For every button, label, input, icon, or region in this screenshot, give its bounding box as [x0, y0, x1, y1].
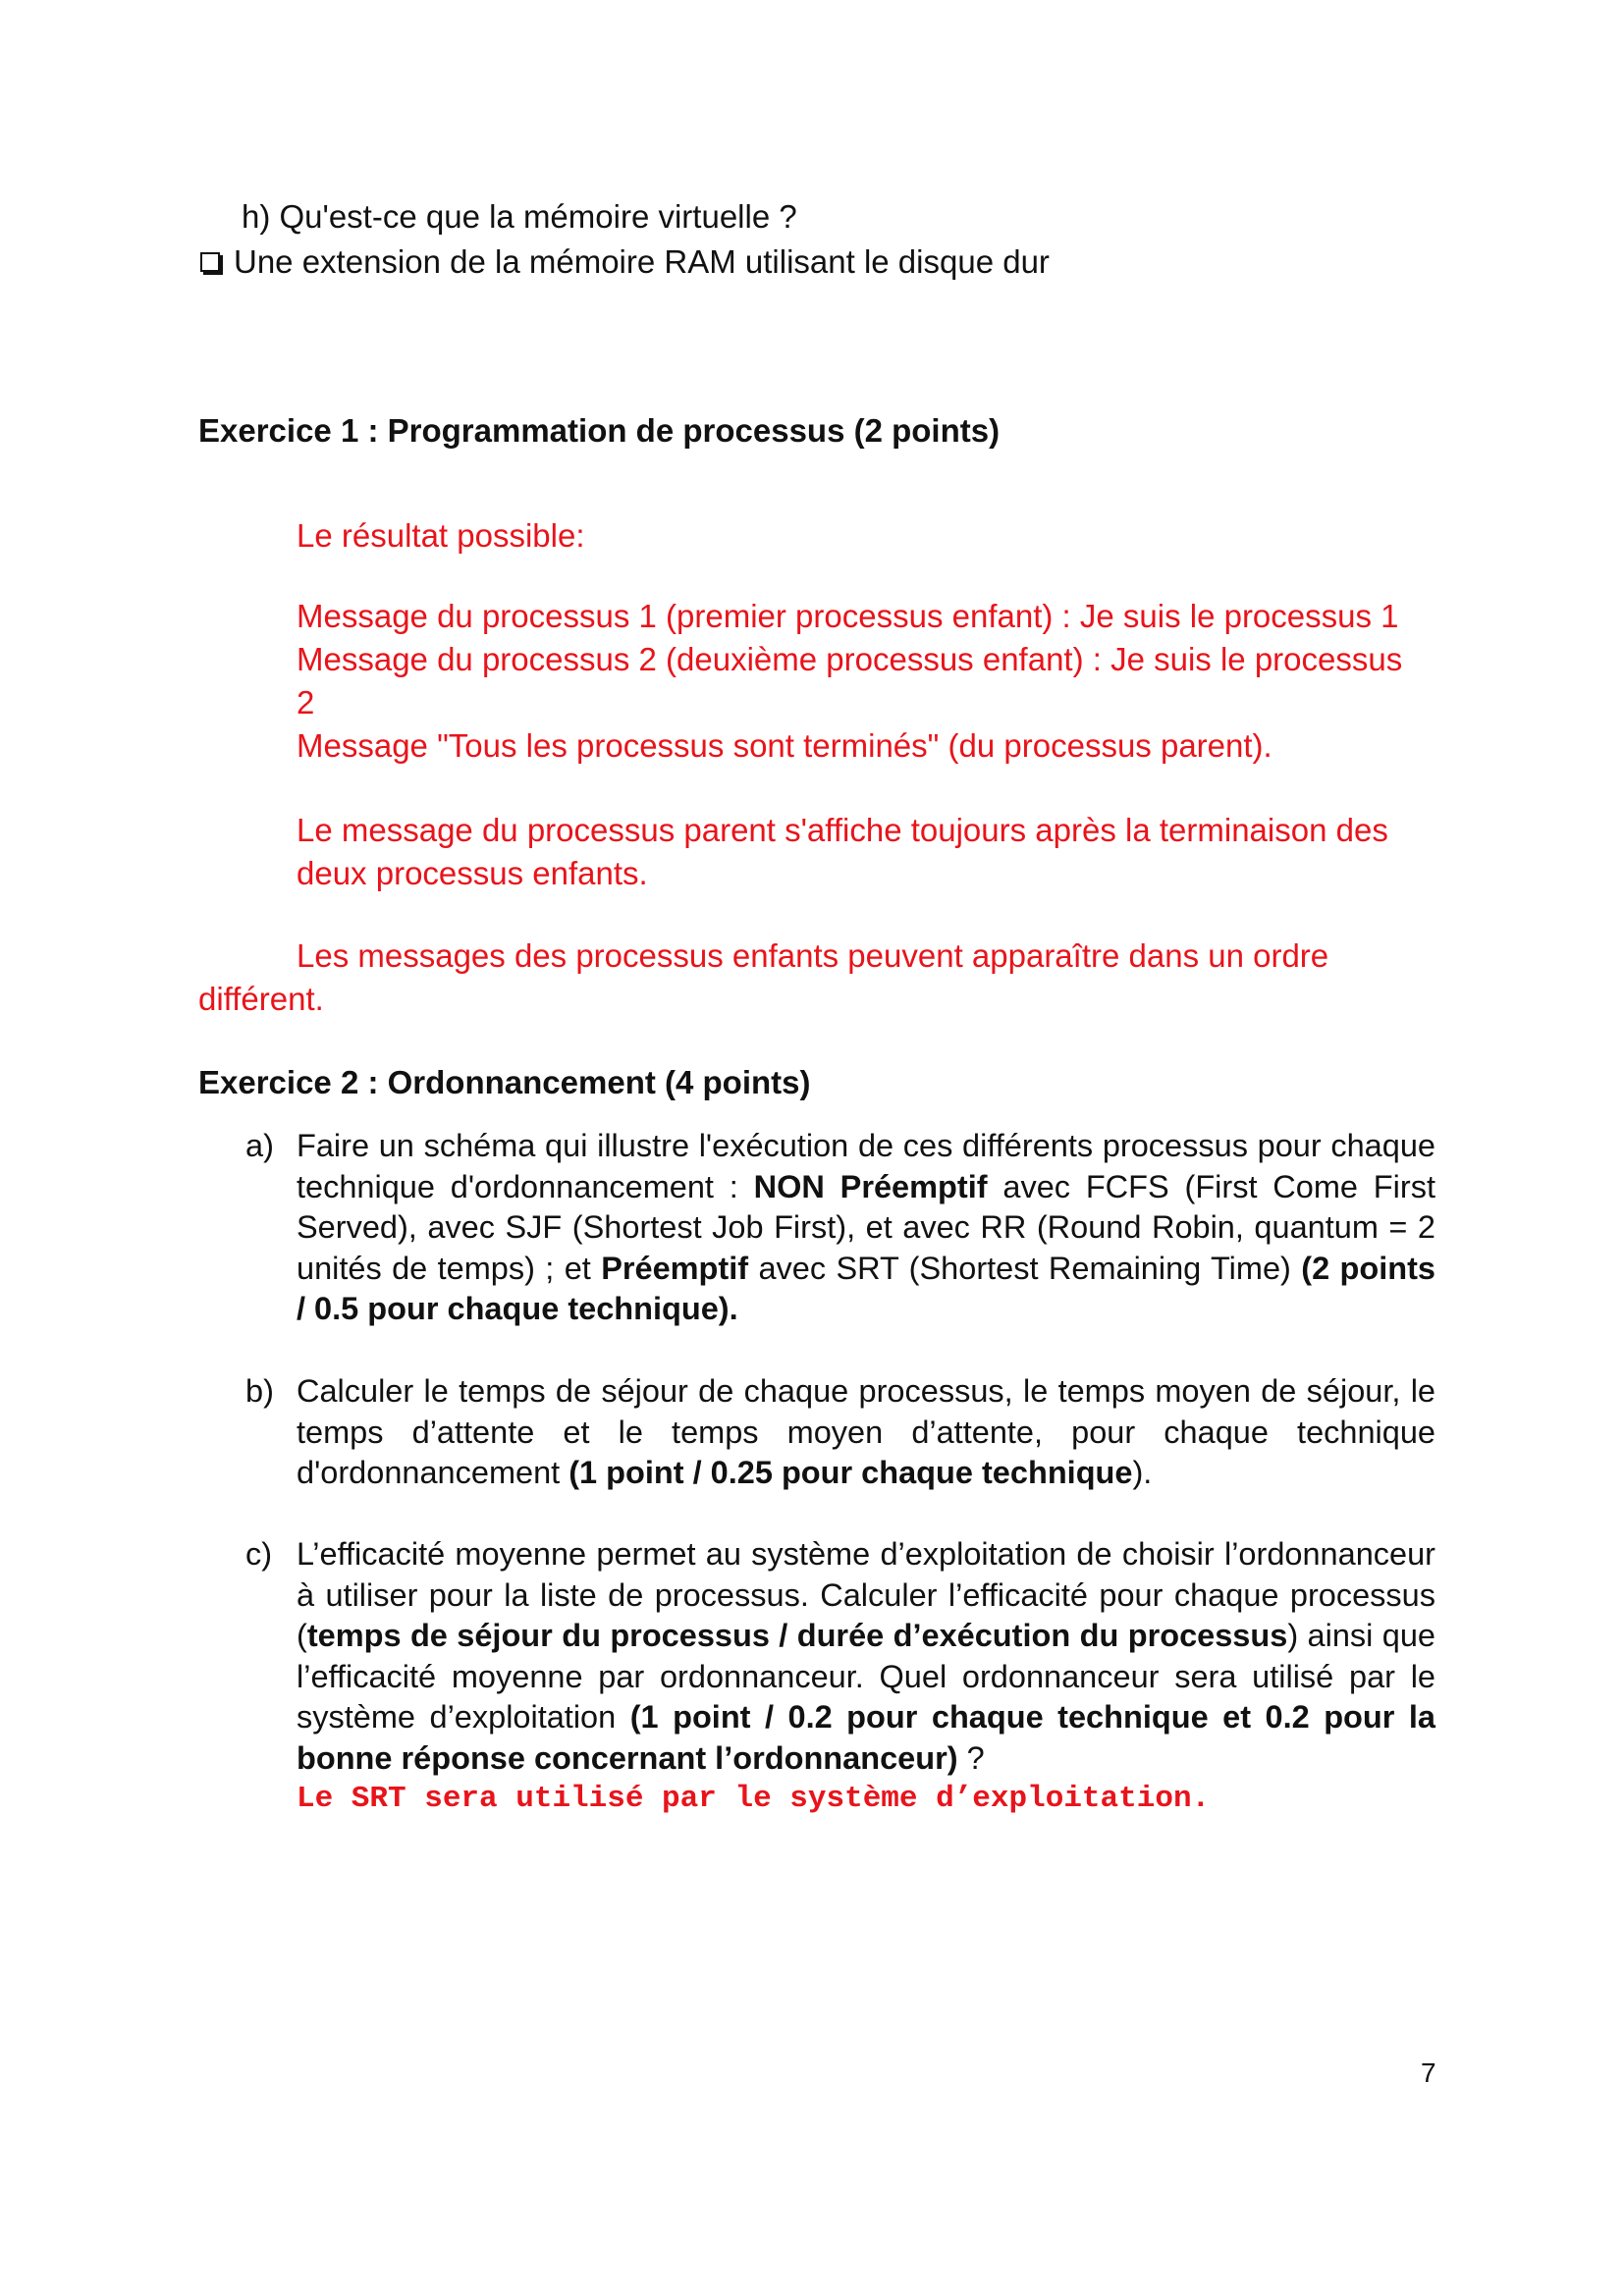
text: ? — [957, 1739, 985, 1776]
text: Faire un schéma qui illustre l'exécution de ces différents processus pour chaque technique d'ordonnancement : — [297, 1128, 1435, 1204]
output-line: 2 — [297, 684, 315, 721]
question-c — [245, 1534, 1436, 1820]
exercice1-note2 — [297, 934, 1328, 978]
page-number: 7 — [1421, 2057, 1436, 2088]
exercice1-note1 — [297, 809, 1388, 895]
text: ) ainsi que l’efficacité moyenne par ordonnanceur. Quel ordonnanceur sera utilisé par le système d’exploitation — [297, 1618, 1436, 1735]
bold-text: (1 point / 0.2 pour chaque technique et 0.2 pour la bonne réponse concernant l’ordonnanceur) — [297, 1699, 1435, 1776]
bold-text: (2 points / 0.5 pour chaque technique). — [297, 1250, 1436, 1326]
bold-text: temps de séjour du processus / durée d’exécution du processus — [306, 1618, 1288, 1653]
answer-option — [200, 243, 1050, 281]
text: avec FCFS (First Come First Served), avec SJF (Shortest Job First), et avec RR (Round Robin, quantum = 2 unités de temps) ; et — [297, 1168, 1435, 1286]
question-b — [245, 1371, 1435, 1494]
text: L’efficacité moyenne permet au système d’exploitation de choisir l’ordonnanceur à utiliser pour la liste de processus. Calculer l’efficacité pour chaque processus ( — [297, 1536, 1435, 1653]
note-line: Les messages des processus enfants peuvent apparaître dans un ordre — [297, 937, 1329, 974]
question-a — [245, 1126, 1436, 1330]
note-line: Le message du processus parent s'affiche toujours après la terminaison des — [297, 812, 1388, 848]
question-b-label: b) — [245, 1373, 274, 1409]
text: Calculer le temps de séjour de chaque processus, le temps moyen de séjour, le temps d’attente et le temps moyen d’attente, pour chaque technique d'ordonnancement — [297, 1373, 1435, 1490]
exercice1-note2-cont: différent. — [198, 981, 324, 1017]
bold-text: Préemptif — [601, 1250, 749, 1286]
question-c-label: c) — [245, 1536, 273, 1572]
question-h: h) Qu'est-ce que la mémoire virtuelle ? — [242, 198, 797, 235]
text: ). — [1132, 1455, 1153, 1490]
question-a-label: a) — [245, 1128, 274, 1163]
exercice1-intro: Le résultat possible: — [297, 517, 585, 554]
exercice1-output — [297, 595, 1402, 768]
output-line: Message du processus 1 (premier processus enfant) : Je suis le processus 1 — [297, 598, 1399, 634]
answer-text: Le SRT sera utilisé par le système d’exploitation. — [297, 1782, 1211, 1816]
exercice1-title: Exercice 1 : Programmation de processus (2 points) — [198, 412, 1001, 449]
output-line: Message "Tous les processus sont terminés" (du processus parent). — [297, 727, 1272, 764]
exercice2-title: Exercice 2 : Ordonnancement (4 points) — [198, 1064, 811, 1100]
answer-option-text: Une extension de la mémoire RAM utilisant le disque dur — [234, 243, 1050, 280]
text: avec SRT (Shortest Remaining Time) — [748, 1250, 1302, 1286]
note-line: deux processus enfants. — [297, 855, 648, 891]
checkbox-icon[interactable] — [200, 252, 220, 272]
bold-text: (1 point / 0.25 pour chaque technique — [568, 1455, 1133, 1490]
bold-text: NON Préemptif — [753, 1168, 988, 1204]
output-line: Message du processus 2 (deuxième processus enfant) : Je suis le processus — [297, 641, 1403, 677]
